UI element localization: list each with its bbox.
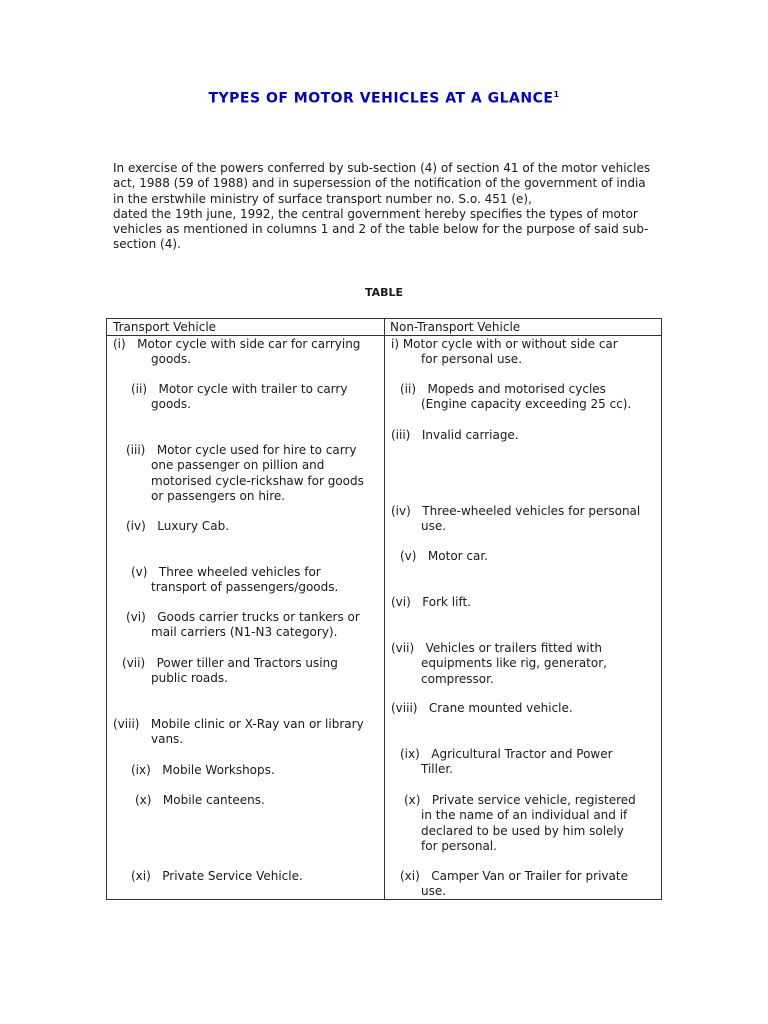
transport-item (126, 519, 375, 534)
non-transport-item (400, 549, 655, 564)
non-transport-item-text: Mopeds and motorised cycles (416, 382, 606, 396)
transport-item-text: Mobile canteens. (151, 793, 265, 807)
transport-item-text: Three wheeled vehicles for (147, 565, 321, 579)
non-transport-item-number: (x) (404, 793, 421, 807)
non-transport-item-text: Motor cycle with or without side car (399, 337, 618, 351)
transport-item-number: (vii) (122, 656, 146, 670)
transport-item-number: (vi) (126, 610, 146, 624)
non-transport-item-text: Agricultural Tractor and Power (419, 747, 613, 761)
non-transport-item-first-line (404, 793, 655, 808)
transport-item-text: Mobile Workshops. (150, 763, 275, 777)
non-transport-item (391, 595, 655, 610)
transport-item-number: (iii) (126, 443, 146, 457)
transport-item-first-line (113, 337, 375, 352)
non-transport-item-text: Three-wheeled vehicles for personal (410, 504, 641, 518)
column-divider (384, 319, 385, 899)
transport-item-number: (i) (113, 337, 126, 351)
non-transport-item-first-line (391, 337, 655, 352)
non-transport-item-first-line (400, 869, 655, 884)
transport-item-first-line (131, 869, 375, 884)
page-title (0, 90, 768, 107)
column-header-non-transport: Non-Transport Vehicle (390, 320, 521, 334)
transport-item (126, 443, 375, 504)
transport-item (131, 565, 375, 596)
non-transport-item-text: Fork lift. (410, 595, 471, 609)
non-transport-item-number: (ii) (400, 382, 417, 396)
transport-item-continuation: one passenger on pillion and (151, 458, 325, 473)
non-transport-item-first-line (400, 747, 655, 762)
title-text: TYPES OF MOTOR VEHICLES AT A GLANCE (208, 90, 554, 107)
non-transport-item-continuation: Tiller. (421, 762, 453, 777)
transport-item-text: Motor cycle used for hire to carry (145, 443, 357, 457)
non-transport-item-first-line (391, 504, 655, 519)
non-transport-item-first-line (391, 701, 655, 716)
non-transport-item (391, 337, 655, 368)
transport-item (113, 337, 375, 368)
non-transport-item-text: Invalid carriage. (410, 428, 519, 442)
non-transport-item-continuation: in the name of an individual and if (421, 808, 628, 823)
transport-item-text: Mobile clinic or X-Ray van or library (139, 717, 364, 731)
non-transport-item-continuation: for personal use. (421, 352, 523, 367)
transport-item-text: Power tiller and Tractors using (145, 656, 338, 670)
transport-item-first-line (131, 763, 375, 778)
transport-item-continuation: vans. (151, 732, 184, 747)
non-transport-item (400, 382, 655, 413)
transport-item (135, 793, 375, 808)
transport-item-number: (v) (131, 565, 148, 579)
non-transport-item-number: (viii) (391, 701, 418, 715)
non-transport-item-continuation: equipments like rig, generator, (421, 656, 607, 671)
transport-item (131, 869, 375, 884)
non-transport-item-continuation: declared to be used by him solely (421, 823, 624, 838)
intro-para-2: dated the 19th june, 1992, the central government hereby specifies the types of motor vehicles as mentioned in columns 1 and 2 of the table below for the purpose of said sub-section (4). (113, 206, 649, 252)
non-transport-item-number: (xi) (400, 869, 420, 883)
non-transport-item-text: Motor car. (416, 549, 488, 563)
non-transport-item-number: (vi) (391, 595, 411, 609)
transport-item-first-line (131, 382, 375, 397)
non-transport-item-text: Crane mounted vehicle. (417, 701, 573, 715)
non-transport-item-continuation: compressor. (421, 671, 494, 686)
transport-item-first-line (135, 793, 375, 808)
transport-item-number: (iv) (126, 519, 146, 533)
intro-paragraph (113, 161, 653, 253)
transport-item (122, 656, 375, 687)
transport-item-text: Luxury Cab. (145, 519, 230, 533)
non-transport-item (404, 793, 655, 854)
non-transport-item (400, 869, 655, 900)
transport-item-first-line (126, 610, 375, 625)
non-transport-item-continuation: use. (421, 884, 447, 899)
transport-item-continuation: or passengers on hire. (151, 488, 286, 503)
non-transport-item-number: (v) (400, 549, 417, 563)
non-transport-item-text: Vehicles or trailers fitted with (414, 641, 602, 655)
transport-item-number: (x) (135, 793, 152, 807)
non-transport-item (391, 641, 655, 687)
transport-item (126, 610, 375, 641)
transport-item-continuation: mail carriers (N1-N3 category). (151, 625, 338, 640)
transport-item-continuation: motorised cycle-rickshaw for goods (151, 473, 364, 488)
transport-item (131, 763, 375, 778)
column-header-transport: Transport Vehicle (113, 320, 217, 334)
transport-item-text: Motor cycle with side car for carrying (125, 337, 361, 351)
transport-item-first-line (126, 519, 375, 534)
transport-item-number: (ix) (131, 763, 151, 777)
non-transport-item (400, 747, 655, 778)
transport-item-text: Goods carrier trucks or tankers or (145, 610, 360, 624)
non-transport-item-number: (ix) (400, 747, 420, 761)
non-transport-item (391, 428, 655, 443)
non-transport-item-number: (vii) (391, 641, 415, 655)
transport-item (113, 717, 375, 748)
non-transport-item-first-line (391, 428, 655, 443)
transport-item-first-line (122, 656, 375, 671)
non-transport-item (391, 504, 655, 535)
non-transport-item (391, 701, 655, 716)
non-transport-item-text: Camper Van or Trailer for private (419, 869, 628, 883)
transport-item-number: (xi) (131, 869, 151, 883)
transport-item (131, 382, 375, 413)
table-label: TABLE (364, 286, 404, 299)
transport-item-number: (ii) (131, 382, 148, 396)
transport-item-text: Private Service Vehicle. (150, 869, 303, 883)
transport-item-number: (viii) (113, 717, 140, 731)
non-transport-item-first-line (391, 595, 655, 610)
non-transport-item-continuation: use. (421, 519, 447, 534)
non-transport-item-number: i) (391, 337, 400, 351)
transport-item-first-line (131, 565, 375, 580)
transport-item-continuation: transport of passengers/goods. (151, 580, 339, 595)
transport-item-text: Motor cycle with trailer to carry (147, 382, 348, 396)
intro-para-1: In exercise of the powers conferred by sub-section (4) of section 41 of the motor vehicles act, 1988 (59 of 1988) and in supersession of the notification of the government of india in the erstwhile ministry of surface transport number no. S.o. 451 (e), (113, 161, 651, 206)
transport-item-first-line (113, 717, 375, 732)
header-divider (107, 335, 661, 336)
non-transport-item-text: Private service vehicle, registered (420, 793, 636, 807)
non-transport-item-number: (iii) (391, 428, 411, 442)
transport-item-continuation: public roads. (151, 671, 228, 686)
transport-item-first-line (126, 443, 375, 458)
non-transport-item-number: (iv) (391, 504, 411, 518)
non-transport-item-first-line (400, 382, 655, 397)
non-transport-item-first-line (391, 641, 655, 656)
non-transport-item-continuation: for personal. (421, 838, 497, 853)
footnote-mark: 1 (553, 90, 560, 99)
transport-item-continuation: goods. (151, 397, 191, 412)
non-transport-item-first-line (400, 549, 655, 564)
transport-item-continuation: goods. (151, 352, 191, 367)
non-transport-item-continuation: (Engine capacity exceeding 25 cc). (421, 397, 632, 412)
vehicle-table (106, 318, 662, 900)
